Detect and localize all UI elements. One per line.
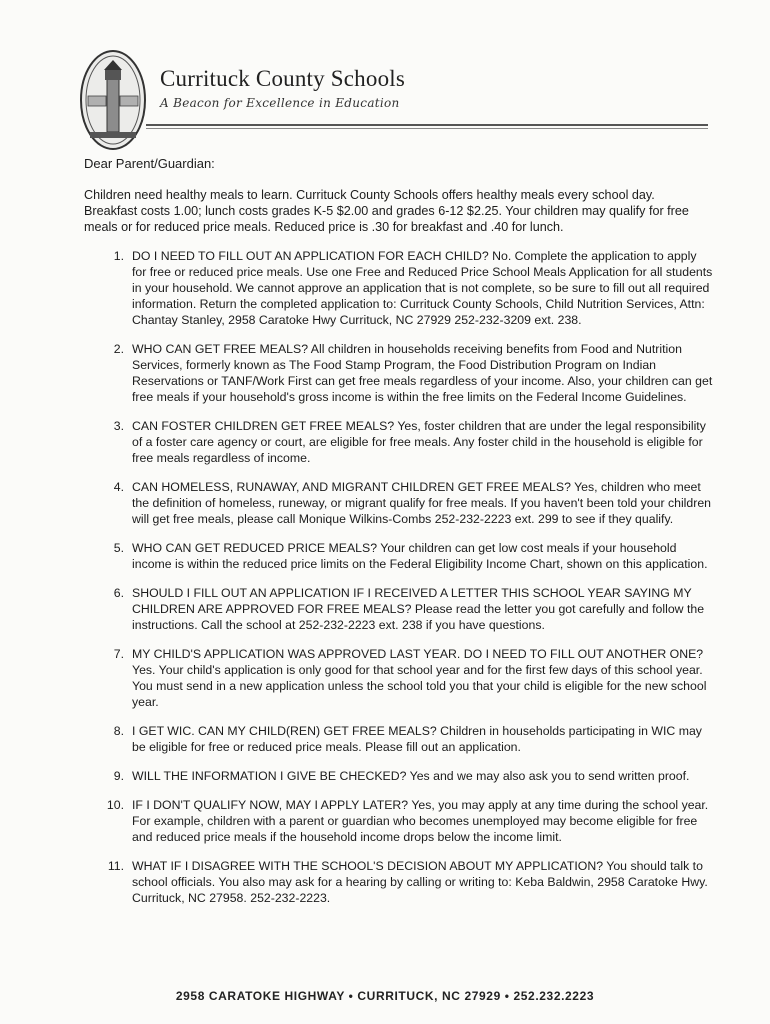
faq-number: 2. xyxy=(113,342,124,356)
faq-number: 7. xyxy=(113,647,124,661)
school-name: Currituck County Schools xyxy=(160,66,406,91)
letterhead-rule-thin xyxy=(146,128,708,129)
faq-text: I GET WIC. CAN MY CHILD(REN) GET FREE MEALS? Children in households participating in WIC may be eligible for free or reduced price meals. Please fill out an application. xyxy=(132,724,702,754)
faq-number: 10. xyxy=(106,798,124,812)
faq-text: WHO CAN GET REDUCED PRICE MEALS? Your children can get low cost meals if your household income is within the reduced price limits on the Federal Eligibility Income Chart, shown on this application. xyxy=(132,541,708,571)
intro-paragraph: Children need healthy meals to learn. Currituck County Schools offers healthy meals every school day. Breakfast costs 1.00; lunch costs grades K-5 $2.00 and grades 6-12 $2.25. Your children may qualify for free meals or for reduced price meals. Reduced price is .30 for breakfast and .40 for lunch. xyxy=(84,188,689,234)
faq-item xyxy=(84,858,714,906)
faq-item xyxy=(84,248,714,328)
faq-number: 4. xyxy=(113,480,124,494)
faq-text: WHO CAN GET FREE MEALS? All children in households receiving benefits from Food and Nutrition Services, formerly known as The Food Stamp Program, the Food Distribution Program on Indian Reservations or TANF/Work First can get free meals regardless of your income. Also, your children can get free meals if your household's gross income is within the free limits on the Federal Income Guidelines. xyxy=(132,342,713,404)
faq-text: CAN HOMELESS, RUNAWAY, AND MIGRANT CHILDREN GET FREE MEALS? Yes, children who meet the definition of homeless, runeway, or migrant qualify for free meals. If you haven't been told your children will get free meals, please call Monique Wilkins-Combs 252-232-2223 ext. 299 to see if they qualify. xyxy=(132,480,712,526)
faq-item xyxy=(84,418,714,466)
lighthouse-seal-icon xyxy=(78,48,148,152)
faq-item xyxy=(84,341,714,405)
faq-item xyxy=(84,768,714,784)
faq-item xyxy=(84,797,714,845)
school-tagline: A Beacon for Excellence in Education xyxy=(160,96,400,110)
faq-text: DO I NEED TO FILL OUT AN APPLICATION FOR EACH CHILD? No. Complete the application to apply for free or reduced price meals. Use one Free and Reduced Price School Meals Application for all students in your household. We cannot approve an application that is not complete, so be sure to fill out all required information. Return the completed application to: Currituck County Schools, Child Nutrition Services, Attn: Chantay Stanley, 2958 Caratoke Hwy Currituck, NC 27929 252-232-3209 ext. 238. xyxy=(132,249,713,327)
footer-address: 2958 CARATOKE HIGHWAY • CURRITUCK, NC 27929 • 252.232.2223 xyxy=(175,989,595,1003)
faq-text: WHAT IF I DISAGREE WITH THE SCHOOL'S DECISION ABOUT MY APPLICATION? You should talk to school officials. You also may ask for a hearing by calling or writing to: Keba Baldwin, 2958 Caratoke Hwy. Currituck, NC 27958. 252-232-2223. xyxy=(132,859,708,905)
salutation: Dear Parent/Guardian: xyxy=(84,156,215,171)
faq-number: 6. xyxy=(113,586,124,600)
faq-number: 5. xyxy=(113,541,124,555)
faq-item xyxy=(84,585,714,633)
faq-item xyxy=(84,723,714,755)
faq-text: CAN FOSTER CHILDREN GET FREE MEALS? Yes, foster children that are under the legal responsibility of a foster care agency or court, are eligible for free meals. Any foster child in the household is eligible for free meals regardless of income. xyxy=(132,419,706,465)
faq-text: SHOULD I FILL OUT AN APPLICATION IF I RECEIVED A LETTER THIS SCHOOL YEAR SAYING MY CHILDREN ARE APPROVED FOR FREE MEALS? Please read the letter you got carefully and follow the instructions. Call the school at 252-232-2223 ext. 238 if you have questions. xyxy=(132,586,705,632)
faq-item xyxy=(84,540,714,572)
faq-item xyxy=(84,646,714,710)
faq-text: MY CHILD'S APPLICATION WAS APPROVED LAST YEAR. DO I NEED TO FILL OUT ANOTHER ONE? Yes. Your child's application is only good for that school year and for the first few days of this school year. You must send in a new application unless the school told you that your child is eligible for the new school year. xyxy=(132,647,707,709)
faq-text: WILL THE INFORMATION I GIVE BE CHECKED? Yes and we may also ask you to send written proof. xyxy=(132,769,690,783)
faq-number: 11. xyxy=(107,859,124,873)
faq-item xyxy=(84,479,714,527)
faq-number: 1. xyxy=(113,249,124,263)
letterhead-rule xyxy=(146,124,708,126)
faq-list xyxy=(84,248,714,919)
faq-number: 8. xyxy=(113,724,124,738)
faq-text: IF I DON'T QUALIFY NOW, MAY I APPLY LATER? Yes, you may apply at any time during the school year. For example, children with a parent or guardian who becomes unemployed may become eligible for free and reduced price meals if the household income drops below the income limit. xyxy=(132,798,709,844)
faq-number: 9. xyxy=(113,769,124,783)
faq-number: 3. xyxy=(113,419,124,433)
